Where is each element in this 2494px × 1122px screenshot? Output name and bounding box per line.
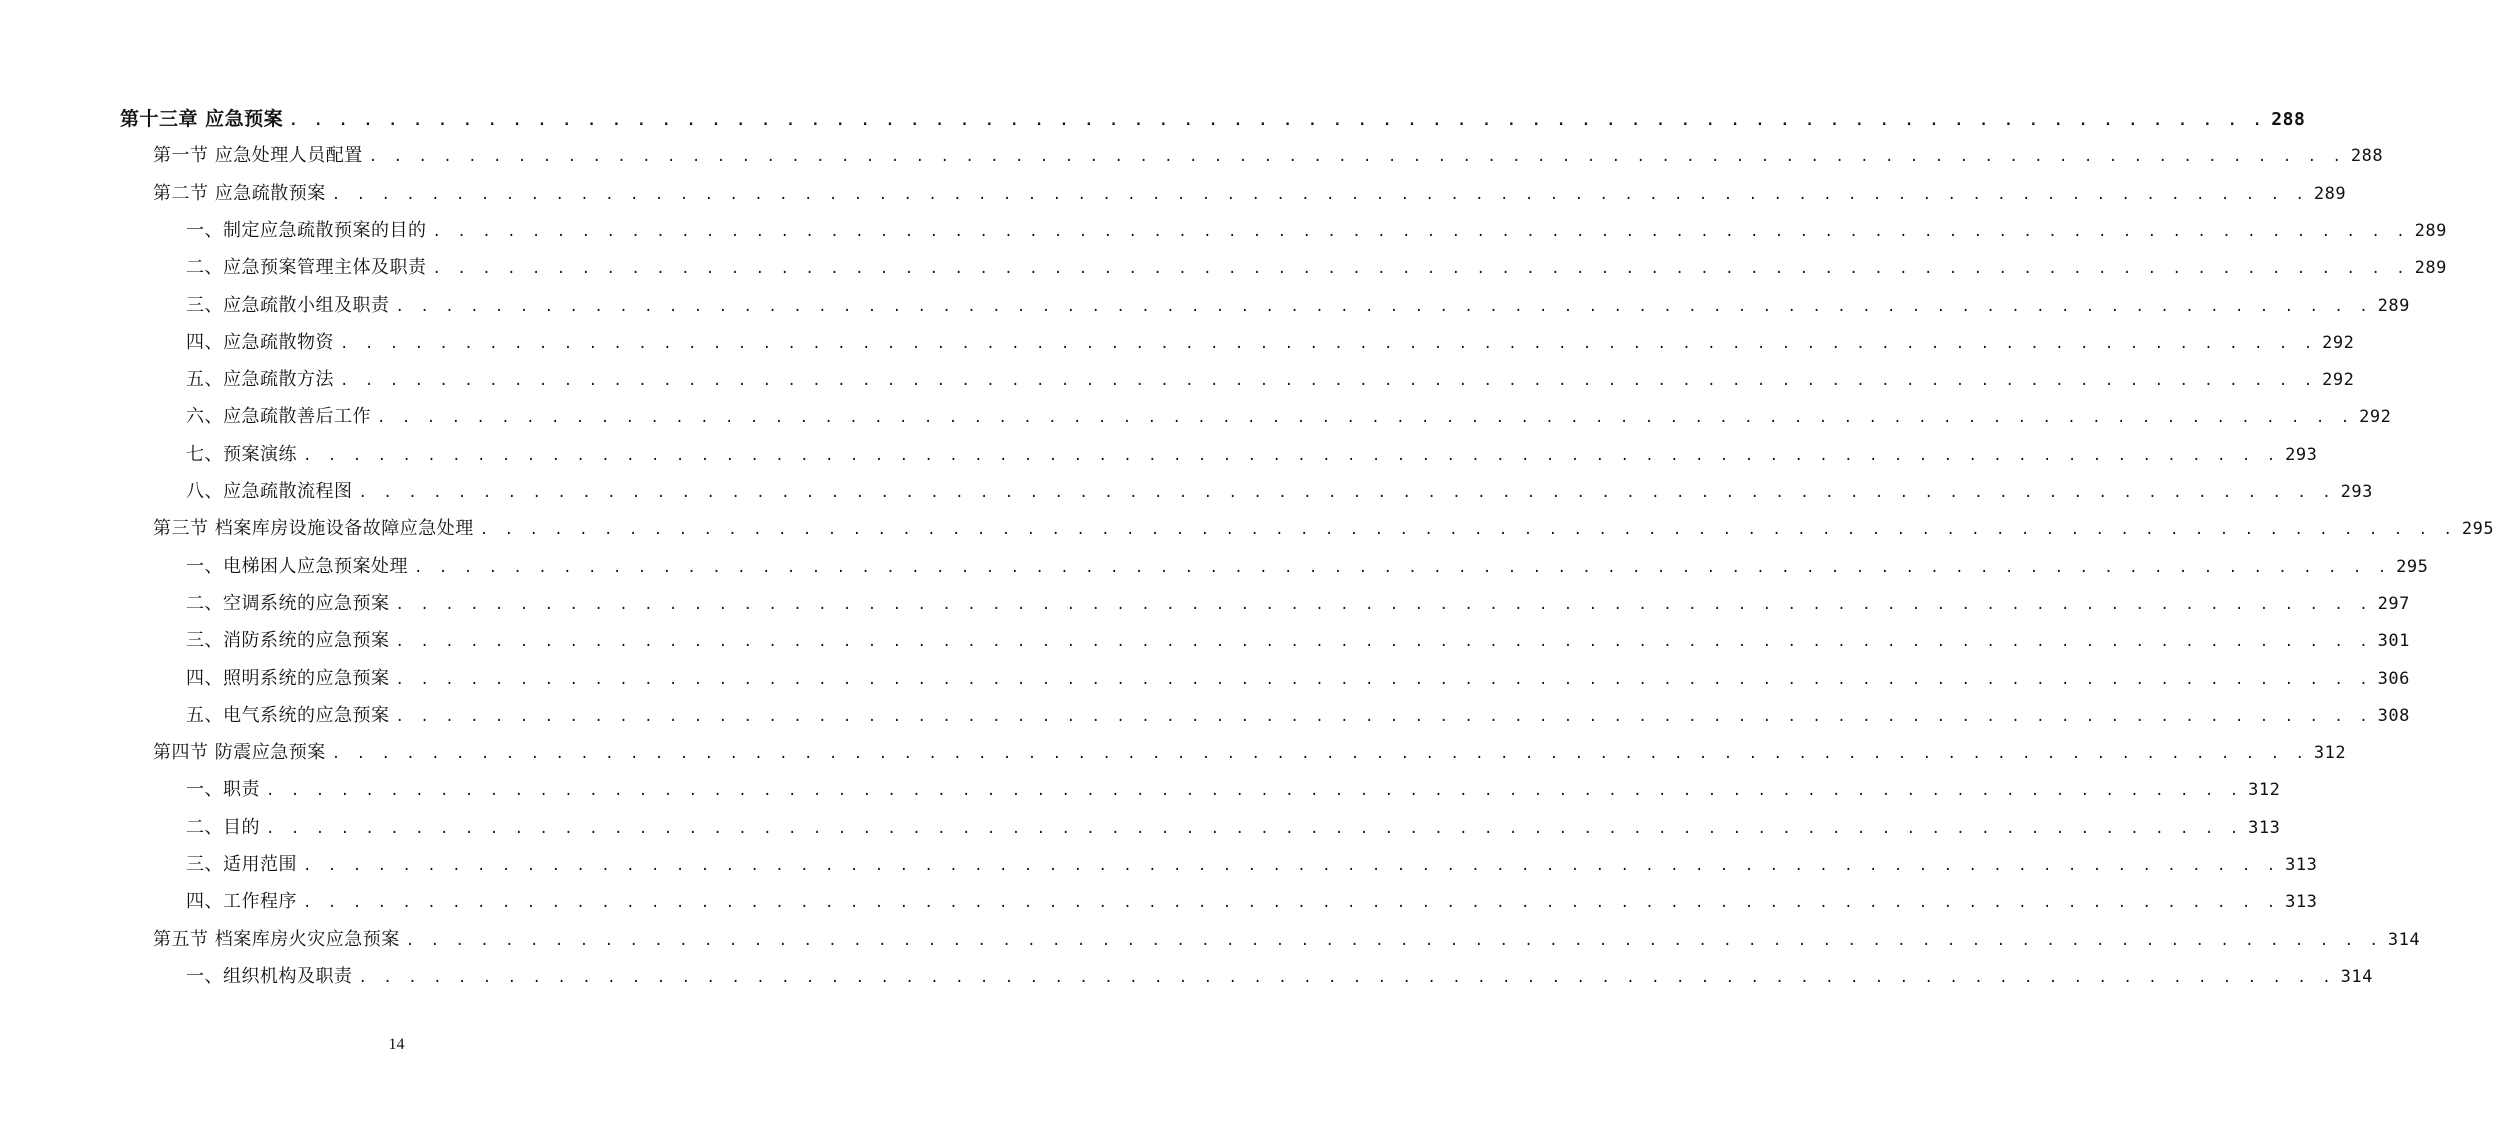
- toc-entry-title: 八、应急疏散流程图: [186, 481, 353, 502]
- toc-entry-title: 第三节 档案库房设施设备故障应急处理: [153, 518, 474, 540]
- toc-entry[interactable]: [186, 365, 2355, 397]
- toc-dot-leader: . . . . . . . . . . . . . . . . . . . . . . . . . . . . . . . . . . . . . . . . . . . . . . . . . . . . . . . . . . . . . . . . . . . . . . . . . . . . . . . .: [395, 634, 2372, 651]
- toc-entry[interactable]: [153, 738, 2347, 770]
- toc-entry[interactable]: [186, 328, 2355, 360]
- toc-entry[interactable]: [186, 216, 2447, 248]
- toc-entry[interactable]: [186, 477, 2373, 509]
- toc-dot-leader: . . . . . . . . . . . . . . . . . . . . . . . . . . . . . . . . . . . . . . . . . . . . . . . . . . . . . . . . . . . . . . . . . . . . . . . . . . . . . . . .: [289, 113, 2266, 129]
- toc-entry-title: 七、预案演练: [186, 443, 297, 465]
- toc-dot-leader: . . . . . . . . . . . . . . . . . . . . . . . . . . . . . . . . . . . . . . . . . . . . . . . . . . . . . . . . . . . . . . . . . . . . . . . . . . . . . . . .: [368, 149, 2345, 166]
- toc-entry-title: 第四节 防震应急预案: [153, 742, 326, 764]
- toc-entry-title: 二、目的: [186, 816, 260, 838]
- toc-entry[interactable]: [186, 253, 2447, 285]
- toc-dot-leader: . . . . . . . . . . . . . . . . . . . . . . . . . . . . . . . . . . . . . . . . . . . . . . . . . . . . . . . . . . . . . . . . . . . . . . . . . . . . . . . .: [432, 223, 2409, 240]
- toc-dot-leader: . . . . . . . . . . . . . . . . . . . . . . . . . . . . . . . . . . . . . . . . . . . . . . . . . . . . . . . . . . . . . . . . . . . . . . . . . . . . . . . .: [395, 298, 2372, 315]
- toc-entry-title: 第五节 档案库房火灾应急预案: [153, 928, 400, 950]
- toc-dot-leader: . . . . . . . . . . . . . . . . . . . . . . . . . . . . . . . . . . . . . . . . . . . . . . . . . . . . . . . . . . . . . . . . . . . . . . . . . . . . . . . .: [340, 373, 2317, 390]
- toc-entry[interactable]: [186, 664, 2410, 696]
- toc-entry-page-number: 289: [2414, 220, 2447, 241]
- toc-entry-page-number: 289: [2313, 183, 2347, 204]
- toc-entry[interactable]: [186, 775, 2281, 807]
- toc-entry-title: 一、组织机构及职责: [186, 965, 353, 987]
- toc-entry[interactable]: [153, 179, 2347, 211]
- toc-entry-page-number: 312: [2248, 780, 2281, 801]
- toc-entry-title: 第十三章 应急预案: [120, 108, 284, 130]
- toc-dot-leader: . . . . . . . . . . . . . . . . . . . . . . . . . . . . . . . . . . . . . . . . . . . . . . . . . . . . . . . . . . . . . . . . . . . . . . . . . . . . . . . .: [377, 410, 2354, 427]
- toc-entry-page-number: 293: [2340, 482, 2373, 502]
- toc-entry-page-number: 313: [2285, 892, 2318, 913]
- toc-dot-leader: . . . . . . . . . . . . . . . . . . . . . . . . . . . . . . . . . . . . . . . . . . . . . . . . . . . . . . . . . . . . . . . . . . . . . . . . . . . . . . . .: [340, 335, 2317, 352]
- toc-dot-leader: . . . . . . . . . . . . . . . . . . . . . . . . . . . . . . . . . . . . . . . . . . . . . . . . . . . . . . . . . . . . . . . . . . . . . . . . . . . . . . . .: [303, 447, 2280, 464]
- toc-entry-title: 二、空调系统的应急预案: [186, 592, 390, 614]
- toc-entry-page-number: 314: [2387, 929, 2421, 950]
- toc-entry-title: 三、应急疏散小组及职责: [186, 294, 390, 316]
- toc-entry-page-number: 288: [2271, 109, 2306, 130]
- toc-entry-page-number: 301: [2377, 631, 2410, 652]
- toc-entry-title: 六、应急疏散善后工作: [186, 406, 371, 428]
- toc-dot-leader: . . . . . . . . . . . . . . . . . . . . . . . . . . . . . . . . . . . . . . . . . . . . . . . . . . . . . . . . . . . . . . . . . . . . . . . . . . . . . . . .: [331, 186, 2308, 203]
- toc-dot-leader: . . . . . . . . . . . . . . . . . . . . . . . . . . . . . . . . . . . . . . . . . . . . . . . . . . . . . . . . . . . . . . . . . . . . . . . . . . . . . . . .: [432, 261, 2409, 278]
- toc-entry[interactable]: [186, 291, 2410, 323]
- toc-entry-title: 一、制定应急疏散预案的目的: [186, 219, 427, 241]
- toc-entry-title: 四、工作程序: [186, 891, 297, 913]
- toc-dot-leader: . . . . . . . . . . . . . . . . . . . . . . . . . . . . . . . . . . . . . . . . . . . . . . . . . . . . . . . . . . . . . . . . . . . . . . . . . . . . . . . .: [303, 858, 2280, 874]
- toc-entry-page-number: 297: [2377, 593, 2410, 614]
- toc-entry-title: 四、应急疏散物资: [186, 331, 334, 353]
- toc-entry-page-number: 292: [2322, 332, 2355, 353]
- toc-dot-leader: . . . . . . . . . . . . . . . . . . . . . . . . . . . . . . . . . . . . . . . . . . . . . . . . . . . . . . . . . . . . . . . . . . . . . . . . . . . . . . . .: [395, 671, 2372, 688]
- toc-entry[interactable]: [153, 514, 2494, 546]
- toc-entry-page-number: 292: [2359, 407, 2392, 428]
- toc-entry-page-number: 289: [2377, 295, 2410, 316]
- toc-dot-leader: . . . . . . . . . . . . . . . . . . . . . . . . . . . . . . . . . . . . . . . . . . . . . . . . . . . . . . . . . . . . . . . . . . . . . . . . . . . . . . . .: [395, 708, 2372, 725]
- toc-entry-title: 五、电气系统的应急预案: [186, 704, 390, 726]
- toc-entry-title: 第二节 应急疏散预案: [153, 182, 326, 204]
- toc-entry[interactable]: [186, 402, 2392, 434]
- toc-entry[interactable]: [186, 887, 2318, 919]
- toc-entry[interactable]: [186, 589, 2410, 621]
- toc-entry[interactable]: [186, 701, 2410, 733]
- toc-dot-leader: . . . . . . . . . . . . . . . . . . . . . . . . . . . . . . . . . . . . . . . . . . . . . . . . . . . . . . . . . . . . . . . . . . . . . . . . . . . . . . . .: [395, 596, 2372, 613]
- toc-entry[interactable]: [153, 141, 2384, 173]
- toc-entry-title: 一、职责: [186, 779, 260, 801]
- toc-dot-leader: . . . . . . . . . . . . . . . . . . . . . . . . . . . . . . . . . . . . . . . . . . . . . . . . . . . . . . . . . . . . . . . . . . . . . . . . . . . . . . . .: [405, 932, 2382, 949]
- toc-entry[interactable]: [186, 962, 2373, 994]
- toc-entry-title: 五、应急疏散方法: [186, 369, 334, 391]
- toc-entry-page-number: 313: [2248, 817, 2281, 838]
- toc-entry[interactable]: [186, 440, 2318, 472]
- toc-entry-page-number: 314: [2340, 966, 2373, 987]
- toc-entry[interactable]: [153, 925, 2421, 957]
- toc-dot-leader: . . . . . . . . . . . . . . . . . . . . . . . . . . . . . . . . . . . . . . . . . . . . . . . . . . . . . . . . . . . . . . . . . . . . . . . . . . . . . . . .: [266, 820, 2243, 837]
- toc-entry-page-number: 295: [2396, 556, 2429, 577]
- toc-entry[interactable]: [120, 104, 2306, 136]
- toc-entry-page-number: 295: [2461, 519, 2494, 540]
- toc-entry-page-number: 289: [2414, 258, 2447, 279]
- toc-entry-page-number: 292: [2322, 370, 2355, 391]
- toc-entry-title: 第一节 应急处理人员配置: [153, 145, 363, 167]
- toc-entry[interactable]: [186, 850, 2318, 882]
- toc-entry-page-number: 308: [2377, 705, 2410, 726]
- toc-entry-page-number: 293: [2285, 444, 2318, 465]
- toc-entry-page-number: 306: [2377, 668, 2410, 689]
- toc-entry-page-number: 312: [2313, 743, 2347, 764]
- toc-dot-leader: . . . . . . . . . . . . . . . . . . . . . . . . . . . . . . . . . . . . . . . . . . . . . . . . . . . . . . . . . . . . . . . . . . . . . . . . . . . . . . . .: [303, 895, 2280, 912]
- toc-dot-leader: . . . . . . . . . . . . . . . . . . . . . . . . . . . . . . . . . . . . . . . . . . . . . . . . . . . . . . . . . . . . . . . . . . . . . . . . . . . . . . . .: [479, 522, 2456, 539]
- toc-entry[interactable]: [186, 813, 2281, 845]
- toc-entry-title: 四、照明系统的应急预案: [186, 667, 390, 689]
- toc-entry[interactable]: [186, 626, 2410, 658]
- page-number: 14: [388, 1036, 405, 1053]
- toc-dot-leader: . . . . . . . . . . . . . . . . . . . . . . . . . . . . . . . . . . . . . . . . . . . . . . . . . . . . . . . . . . . . . . . . . . . . . . . . . . . . . . . .: [414, 559, 2391, 576]
- toc-entry-title: 二、应急预案管理主体及职责: [186, 257, 427, 279]
- toc-dot-leader: . . . . . . . . . . . . . . . . . . . . . . . . . . . . . . . . . . . . . . . . . . . . . . . . . . . . . . . . . . . . . . . . . . . . . . . . . . . . . . . .: [331, 746, 2308, 763]
- toc-dot-leader: . . . . . . . . . . . . . . . . . . . . . . . . . . . . . . . . . . . . . . . . . . . . . . . . . . . . . . . . . . . . . . . . . . . . . . . . . . . . . . . .: [266, 783, 2243, 800]
- toc-entry-page-number: 313: [2285, 855, 2318, 875]
- toc-entry-title: 一、电梯困人应急预案处理: [186, 555, 408, 577]
- toc-dot-leader: . . . . . . . . . . . . . . . . . . . . . . . . . . . . . . . . . . . . . . . . . . . . . . . . . . . . . . . . . . . . . . . . . . . . . . . . . . . . . . . .: [358, 485, 2335, 501]
- toc-entry[interactable]: [186, 552, 2429, 584]
- toc-dot-leader: . . . . . . . . . . . . . . . . . . . . . . . . . . . . . . . . . . . . . . . . . . . . . . . . . . . . . . . . . . . . . . . . . . . . . . . . . . . . . . . .: [358, 969, 2335, 986]
- toc-entry-page-number: 288: [2350, 146, 2384, 167]
- toc-entry-title: 三、适用范围: [186, 854, 297, 875]
- toc-entry-title: 三、消防系统的应急预案: [186, 630, 390, 652]
